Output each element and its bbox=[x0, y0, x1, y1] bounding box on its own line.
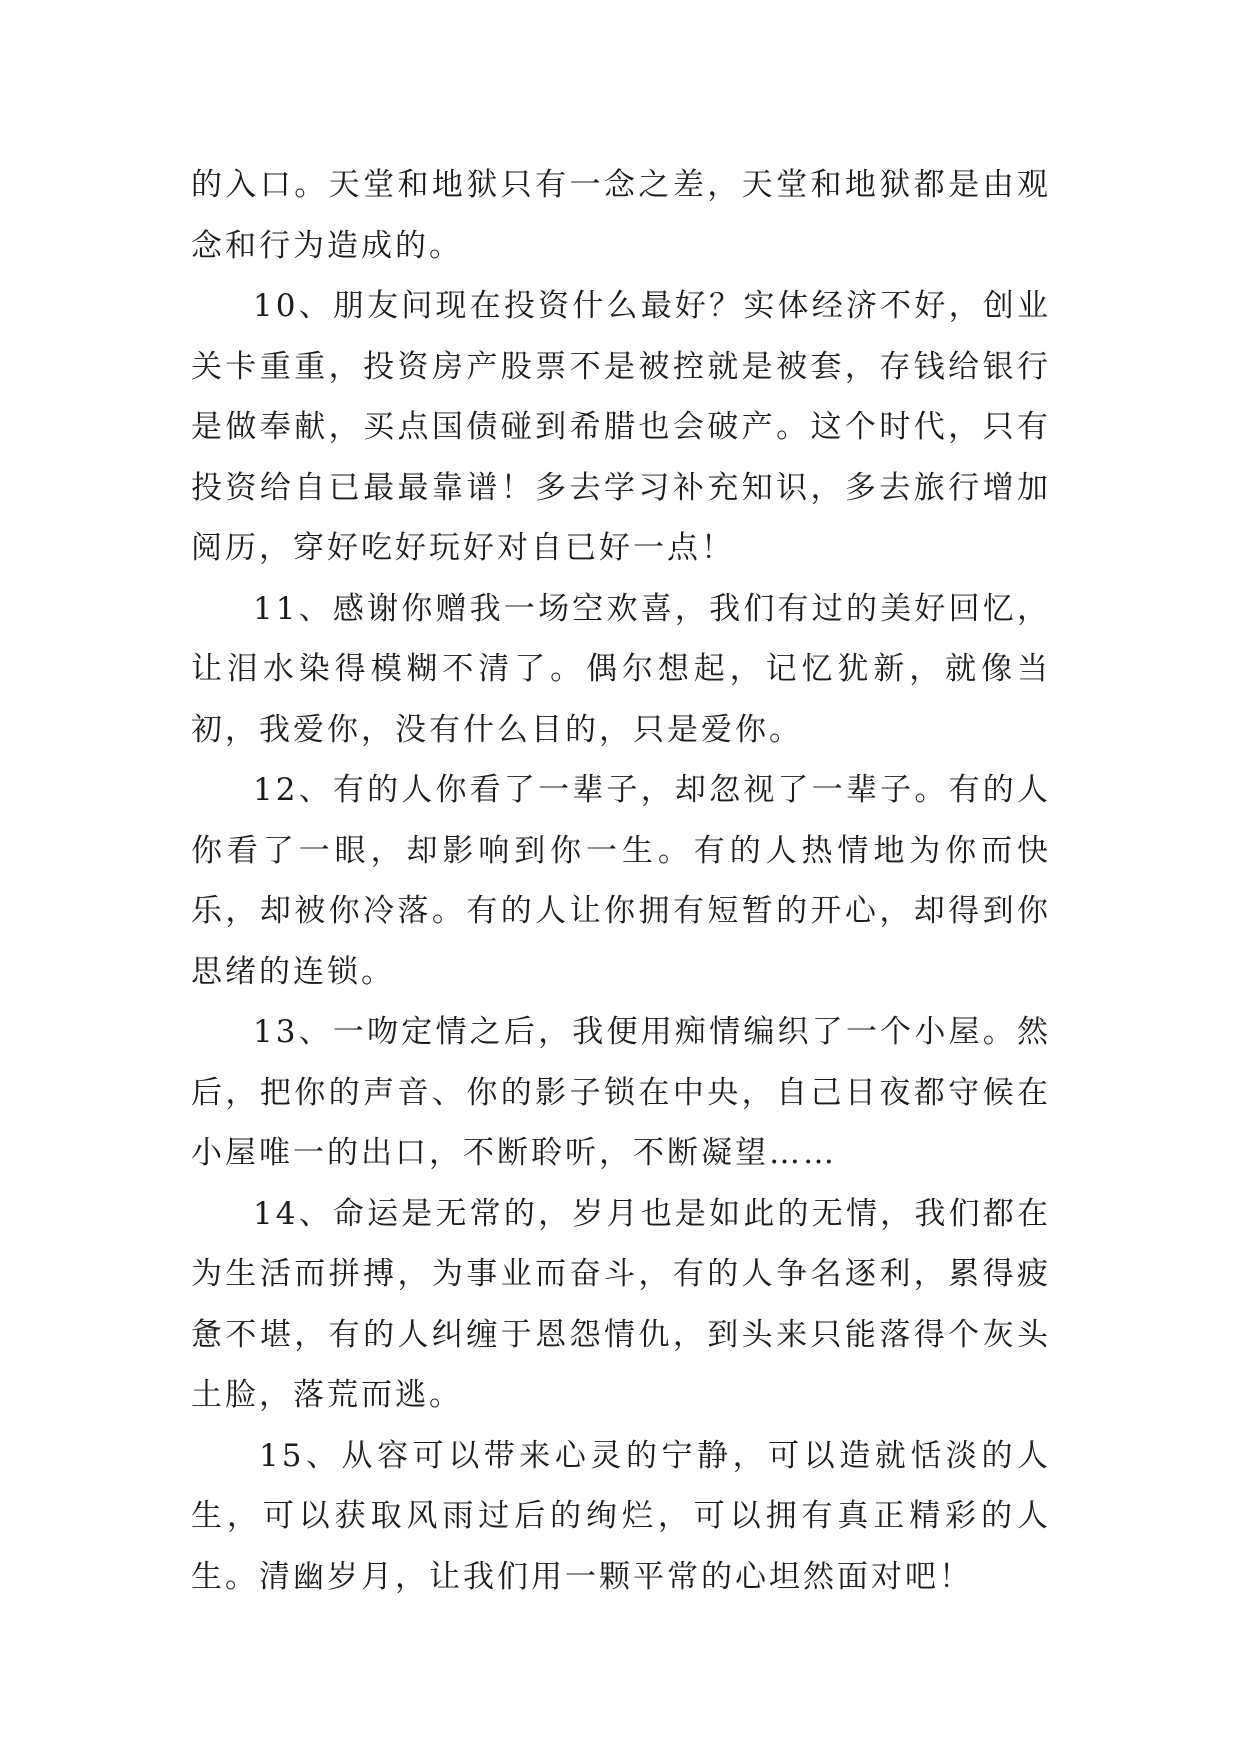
paragraph-10: 10、朋友问现在投资什么最好？实体经济不好，创业关卡重重，投资房产股票不是被控就是被套，存钱给银行是做奉献，买点国债碰到希腊也会破产。这个时代，只有投资给自已最最靠谱！多去学习补充知识，多去旅行增加阅历，穿好吃好玩好对自已好一点！ bbox=[191, 288, 1051, 566]
paragraph-11: 11、感谢你赠我一场空欢喜，我们有过的美好回忆，让泪水染得模糊不清了。偶尔想起，记忆犹新，就像当初，我爱你，没有什么目的，只是爱你。 bbox=[191, 590, 1051, 748]
paragraph-continued: 的入口。天堂和地狱只有一念之差，天堂和地狱都是由观念和行为造成的。 bbox=[191, 167, 1051, 264]
paragraph-13: 13、一吻定情之后，我便用痴情编织了一个小屋。然后，把你的声音、你的影子锁在中央，自己日夜都守候在小屋唯一的出口，不断聆听，不断凝望…… bbox=[191, 1014, 1051, 1171]
paragraph-14: 14、命运是无常的，岁月也是如此的无情，我们都在为生活而拼搏，为事业而奋斗，有的人争名逐利，累得疲惫不堪，有的人纠缠于恩怨情仇，到头来只能落得个灰头土脸，落荒而逃。 bbox=[191, 1195, 1051, 1413]
paragraph-12: 12、有的人你看了一辈子，却忽视了一辈子。有的人你看了一眼，却影响到你一生。有的人热情地为你而快乐，却被你冷落。有的人让你拥有短暂的开心，却得到你思绪的连锁。 bbox=[191, 772, 1051, 990]
paragraph-15: 15、从容可以带来心灵的宁静，可以造就恬淡的人生，可以获取风雨过后的绚烂，可以拥有真正精彩的人生。清幽岁月，让我们用一颗平常的心坦然面对吧！ bbox=[191, 1437, 1051, 1595]
document-body bbox=[191, 155, 1051, 1607]
